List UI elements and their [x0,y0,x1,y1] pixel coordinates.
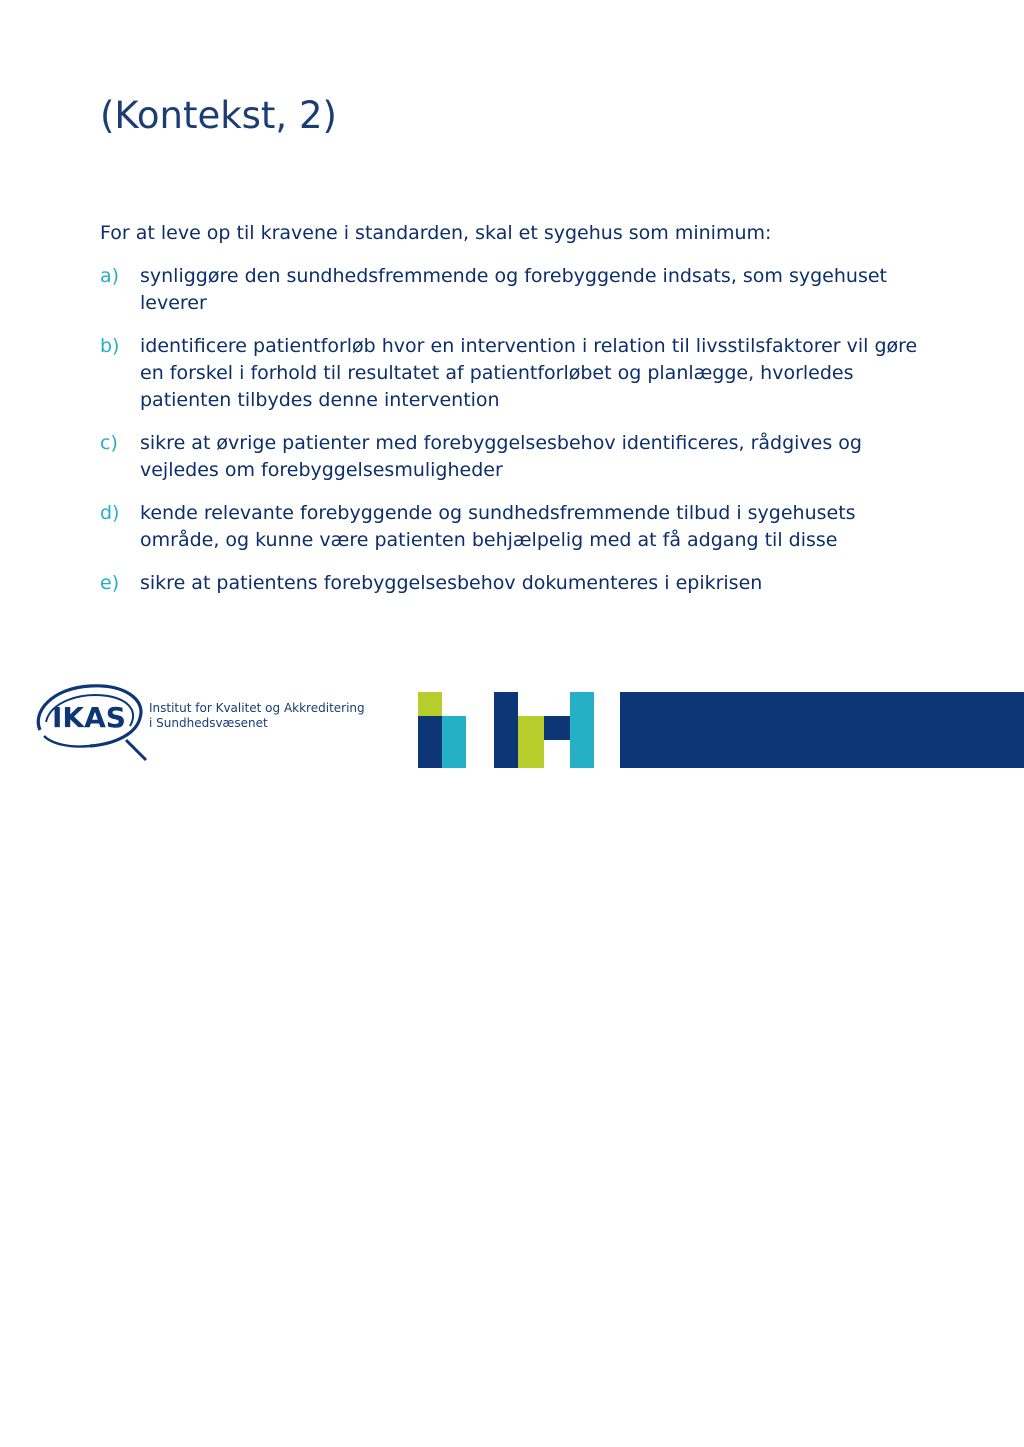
list-item-text: kende relevante forebyggende og sundhedsfremmende tilbud i sygehusets område, og kunne være patienten behjælpelig med at få adgang til disse [140,502,856,551]
page-number: 12 [989,1397,1012,1418]
institution-line-2: i Sundhedsvæsenet [149,716,268,730]
pattern-block-teal [570,692,594,768]
slide-title: (Kontekst, 2) [100,94,337,137]
pattern-block-navy [620,692,646,768]
slide-date: 28. august 2014 [913,1433,1012,1447]
pattern-block-navy [494,716,518,768]
pattern-block-navy [494,692,518,716]
pattern-block-lime [518,716,544,768]
list-item-text: synliggøre den sundhedsfremmende og forebyggende indsats, som sygehuset leverer [140,265,887,314]
logo-text: IKAS [52,701,126,734]
list-item-text: sikre at øvrige patienter med forebyggelsesbehov identificeres, rådgives og vejledes om forebyggelsesmuligheder [140,432,862,481]
list-item-text: identificere patientforløb hvor en intervention i relation til livsstilsfaktorer vil gøre en forskel i forhold til resultatet af patientforløbet og planlægge, hvorledes patienten tilbydes denne intervention [140,335,918,411]
list-marker: b) [100,335,120,357]
pattern-block-lime [418,692,442,716]
intro-text: For at leve op til kravene i standarden, skal et sygehus som minimum: [100,222,772,244]
list-marker: c) [100,432,118,454]
footer-band [646,692,1024,1447]
list-marker: d) [100,502,120,524]
list-marker: e) [100,572,120,594]
pattern-block-teal [442,716,466,768]
list-marker: a) [100,265,120,287]
list-item-text: sikre at patientens forebyggelsesbehov dokumenteres i epikrisen [140,572,763,594]
pattern-block-navy [544,716,570,740]
pattern-block-navy [418,716,442,768]
institution-line-1: Institut for Kvalitet og Akkreditering [149,701,365,715]
